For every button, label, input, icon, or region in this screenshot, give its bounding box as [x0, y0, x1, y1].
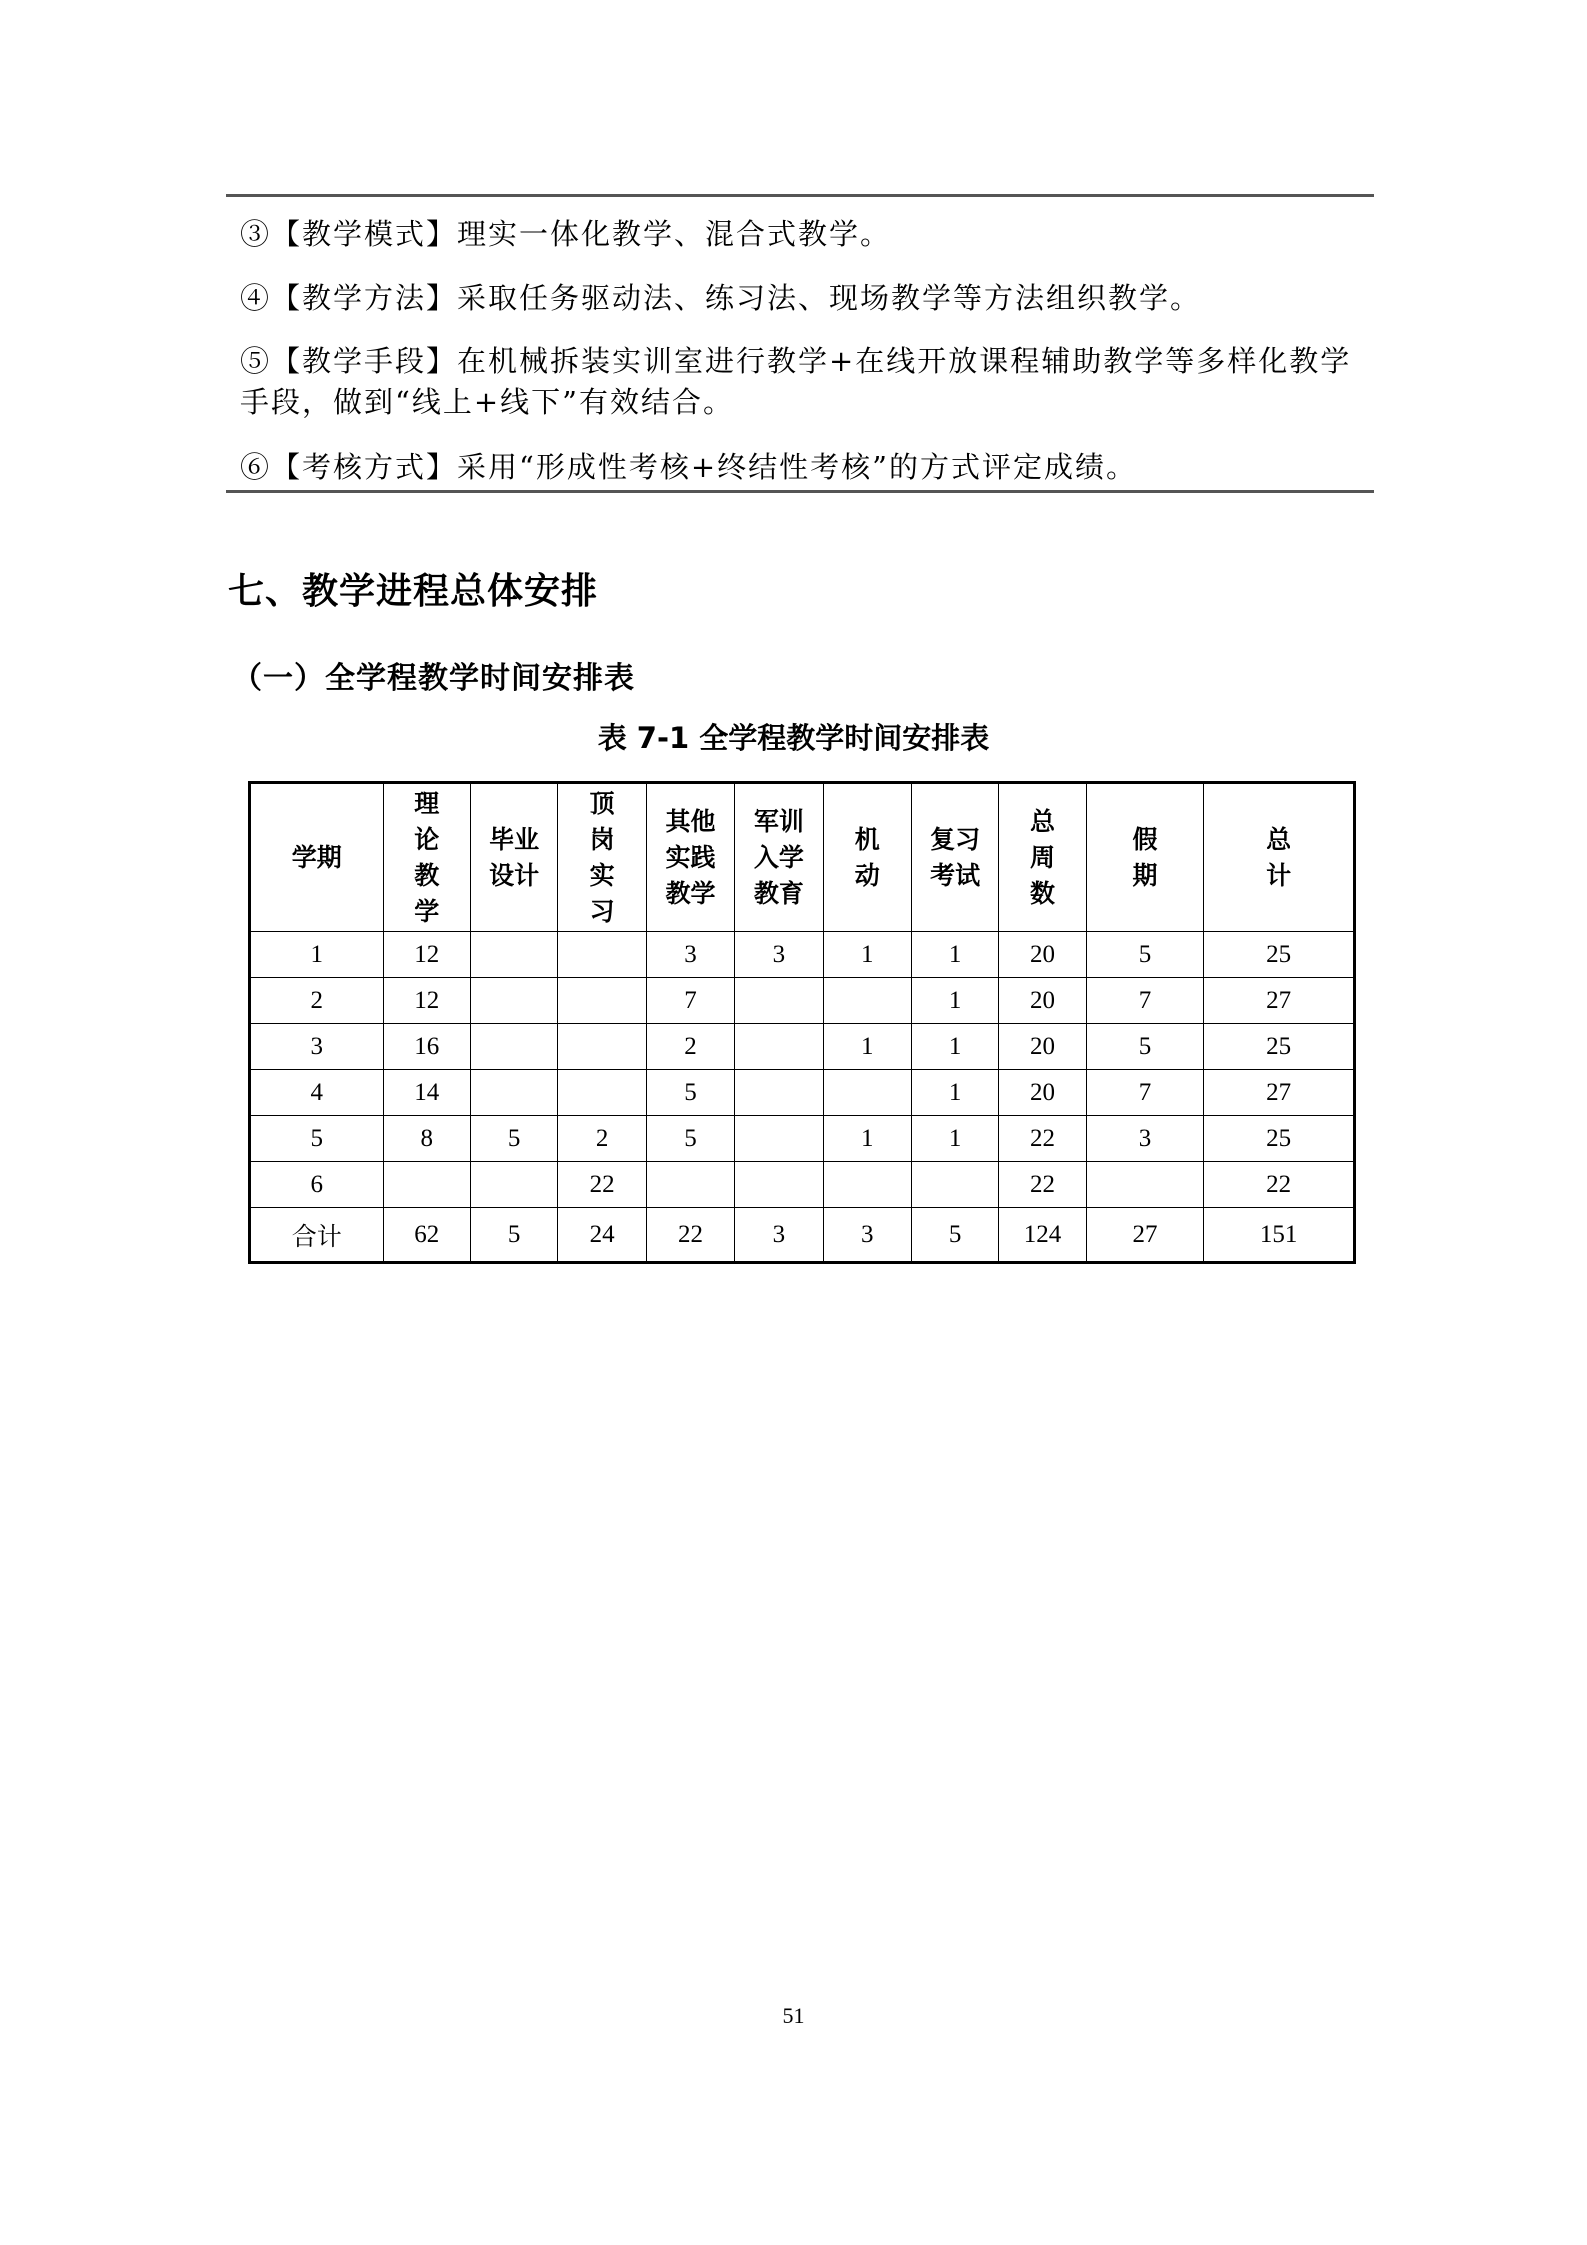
header-review-exam: 复习 考试	[911, 783, 998, 932]
table-cell: 3	[735, 932, 823, 978]
table-cell: 5	[646, 1116, 734, 1162]
table-cell: 22	[646, 1208, 734, 1263]
table-cell: 20	[999, 1070, 1086, 1116]
table-cell: 22	[558, 1162, 646, 1208]
table-cell: 1	[911, 932, 998, 978]
table-cell: 124	[999, 1208, 1086, 1263]
header-total-weeks: 总 周 数	[999, 783, 1086, 932]
header-other-practice: 其他 实践 教学	[646, 783, 734, 932]
paragraph-teaching-mode: ③【教学模式】理实一体化教学、混合式教学。	[240, 217, 892, 251]
table-cell: 1	[823, 1116, 911, 1162]
table-cell: 16	[383, 1024, 470, 1070]
paragraph-teaching-method: ④【教学方法】采取任务驱动法、练习法、现场教学等方法组织教学。	[240, 281, 1202, 315]
table-cell: 5	[470, 1116, 557, 1162]
table-cell: 合计	[250, 1208, 384, 1263]
table-cell: 5	[646, 1070, 734, 1116]
table-cell	[823, 978, 911, 1024]
table-caption: 表 7-1 全学程教学时间安排表	[597, 721, 990, 755]
paragraph-assessment: ⑥【考核方式】采用“形成性考核+终结性考核”的方式评定成绩。	[240, 450, 1137, 484]
table-cell: 5	[1086, 1024, 1204, 1070]
table-cell	[1086, 1162, 1204, 1208]
table-cell: 5	[470, 1208, 557, 1263]
table-row	[250, 932, 1355, 978]
table-cell	[735, 1070, 823, 1116]
table-cell: 8	[383, 1116, 470, 1162]
table-cell: 3	[1086, 1116, 1204, 1162]
table-cell: 7	[1086, 1070, 1204, 1116]
schedule-table	[248, 781, 1356, 1264]
table-cell	[646, 1162, 734, 1208]
table-cell: 12	[383, 932, 470, 978]
header-theory: 理 论 教 学	[383, 783, 470, 932]
table-cell: 27	[1204, 1070, 1355, 1116]
table-cell: 22	[999, 1162, 1086, 1208]
table-row	[250, 1162, 1355, 1208]
table-cell: 1	[911, 1024, 998, 1070]
header-military-training: 军训 入学 教育	[735, 783, 823, 932]
table-cell: 27	[1204, 978, 1355, 1024]
table-cell: 62	[383, 1208, 470, 1263]
header-grand-total: 总 计	[1204, 783, 1355, 932]
table-cell: 2	[646, 1024, 734, 1070]
header-holiday: 假 期	[1086, 783, 1204, 932]
table-cell: 1	[823, 1024, 911, 1070]
table-cell: 1	[911, 1070, 998, 1116]
section-heading: 七、教学进程总体安排	[228, 571, 599, 612]
table-cell: 1	[823, 932, 911, 978]
table-cell: 20	[999, 1024, 1086, 1070]
table-cell: 2	[558, 1116, 646, 1162]
table-cell	[470, 978, 557, 1024]
header-graduation-design: 毕业 设计	[470, 783, 557, 932]
table-row	[250, 1024, 1355, 1070]
table-cell: 3	[823, 1208, 911, 1263]
table-cell: 25	[1204, 1024, 1355, 1070]
table-cell: 2	[250, 978, 384, 1024]
table-cell: 6	[250, 1162, 384, 1208]
table-cell: 3	[646, 932, 734, 978]
table-cell: 7	[646, 978, 734, 1024]
top-rule	[226, 194, 1374, 197]
table-cell	[558, 978, 646, 1024]
table-cell: 25	[1204, 932, 1355, 978]
table-cell: 4	[250, 1070, 384, 1116]
table-cell: 25	[1204, 1116, 1355, 1162]
table-row	[250, 1070, 1355, 1116]
table-cell: 27	[1086, 1208, 1204, 1263]
header-flexible: 机 动	[823, 783, 911, 932]
table-cell: 22	[1204, 1162, 1355, 1208]
bottom-rule	[226, 490, 1374, 493]
table-cell: 1	[250, 932, 384, 978]
table-cell: 7	[1086, 978, 1204, 1024]
table-cell	[735, 1162, 823, 1208]
table-cell: 5	[911, 1208, 998, 1263]
table-cell	[470, 1162, 557, 1208]
table-cell	[470, 1024, 557, 1070]
table-row	[250, 978, 1355, 1024]
table-cell	[911, 1162, 998, 1208]
table-cell	[383, 1162, 470, 1208]
table-row	[250, 1116, 1355, 1162]
table-cell: 20	[999, 932, 1086, 978]
table-cell	[558, 1070, 646, 1116]
table-cell: 12	[383, 978, 470, 1024]
table-total-row	[250, 1208, 1355, 1263]
table-cell: 22	[999, 1116, 1086, 1162]
table-cell	[558, 932, 646, 978]
table-cell	[823, 1070, 911, 1116]
paragraph-teaching-means: ⑤【教学手段】在机械拆装实训室进行教学+在线开放课程辅助教学等多样化教学手段，做到“线上+线下”有效结合。	[240, 344, 1352, 419]
table-cell	[823, 1162, 911, 1208]
table-cell	[470, 1070, 557, 1116]
table-cell: 1	[911, 1116, 998, 1162]
table-cell	[470, 932, 557, 978]
table-cell: 20	[999, 978, 1086, 1024]
table-cell: 151	[1204, 1208, 1355, 1263]
subsection-heading: （一）全学程教学时间安排表	[232, 661, 635, 696]
header-internship: 顶 岗 实 习	[558, 783, 646, 932]
table-cell: 5	[1086, 932, 1204, 978]
table-cell: 3	[735, 1208, 823, 1263]
table-cell: 14	[383, 1070, 470, 1116]
table-cell	[735, 978, 823, 1024]
table-cell: 3	[250, 1024, 384, 1070]
table-cell: 1	[911, 978, 998, 1024]
table-cell	[735, 1116, 823, 1162]
table-cell: 24	[558, 1208, 646, 1263]
table-cell	[735, 1024, 823, 1070]
table-cell	[558, 1024, 646, 1070]
table-cell: 5	[250, 1116, 384, 1162]
page-number: 51	[782, 2003, 805, 2028]
table-header-row	[250, 783, 1355, 932]
header-semester: 学期	[250, 783, 384, 932]
